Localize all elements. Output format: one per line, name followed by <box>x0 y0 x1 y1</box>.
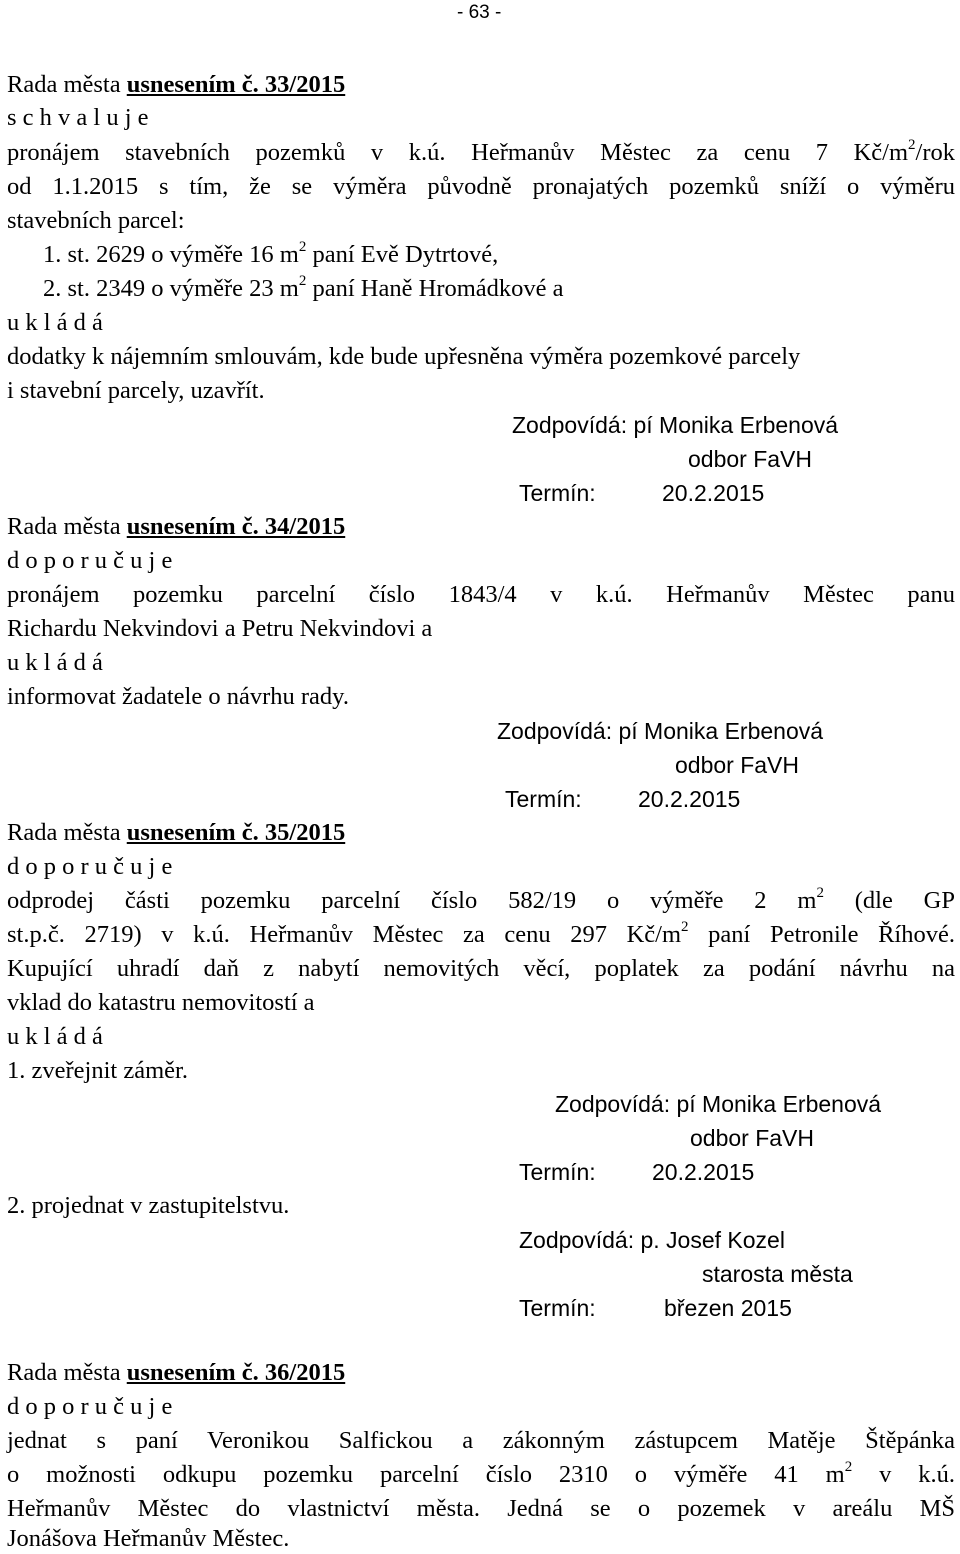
text-line: stavebních parcel: <box>7 207 185 234</box>
text-line: Kupující uhradí daň z nabytí nemovitých věcí, poplatek za podání návrhu na <box>7 955 955 982</box>
responsible-person: Zodpovídá: pí Monika Erbenová <box>497 718 824 744</box>
responsible-person: Zodpovídá: pí Monika Erbenová <box>555 1091 882 1117</box>
text-line: informovat žadatele o návrhu rady. <box>7 683 349 710</box>
text-line: st.p.č. 2719) v k.ú. Heřmanův Městec za cenu 297 $Kč/m^2$ paní Petronile Říhové. <box>7 918 955 948</box>
resolution-heading: Rada města usnesením č. 35/2015 <box>7 819 346 846</box>
responsible-dept: odbor FaVH <box>688 446 813 472</box>
deadline-label: Termín: <box>519 480 596 506</box>
resolution-verb: d o p o r u č u j e <box>7 853 173 880</box>
text-line: Jonášova Heřmanův Městec. <box>7 1525 290 1552</box>
resolution-verb: s c h v a l u j e <box>7 104 149 131</box>
text-line: pronájem stavebních pozemků v k.ú. Heřmanův Městec za cenu 7 $Kč/m^2$/rok <box>7 136 955 166</box>
resolution-heading: Rada města usnesením č. 33/2015 <box>7 71 346 98</box>
responsible-dept: odbor FaVH <box>690 1125 815 1151</box>
text-line: i stavební parcely, uzavřít. <box>7 377 265 404</box>
deadline-date: 20.2.2015 <box>638 786 741 812</box>
resolution-verb: u k l á d á <box>7 649 103 676</box>
deadline-date: 20.2.2015 <box>652 1159 755 1185</box>
text-line: dodatky k nájemním smlouvám, kde bude upřesněna výměra pozemkové parcely <box>7 343 801 370</box>
resolution-verb: u k l á d á <box>7 1023 103 1050</box>
responsible-person: Zodpovídá: pí Monika Erbenová <box>512 412 839 438</box>
deadline-label: Termín: <box>519 1159 596 1185</box>
task-item: 2. projednat v zastupitelstvu. <box>7 1192 290 1219</box>
deadline-date: březen 2015 <box>664 1295 792 1321</box>
text-line: jednat s paní Veronikou Salfickou a zákonným zástupcem Matěje Štěpánka <box>7 1427 955 1454</box>
list-item: 2. st. 2349 o výměře 23 $m^2$ paní Haně Hromádkové a <box>43 272 564 302</box>
resolution-heading: Rada města usnesením č. 34/2015 <box>7 513 346 540</box>
list-item: 1. st. 2629 o výměře 16 $m^2$ paní Evě Dytrtové, <box>43 238 499 268</box>
deadline-label: Termín: <box>519 1295 596 1321</box>
responsible-person: Zodpovídá: p. Josef Kozel <box>519 1227 785 1253</box>
text-line: vklad do katastru nemovitostí a <box>7 989 315 1016</box>
responsible-dept: odbor FaVH <box>675 752 800 778</box>
text-line: Heřmanův Městec do vlastnictví města. Jedná se o pozemek v areálu MŠ <box>7 1495 955 1522</box>
resolution-verb: d o p o r u č u j e <box>7 547 173 574</box>
task-item: 1. zveřejnit záměr. <box>7 1057 188 1084</box>
resolution-number: usnesením č. 33/2015 <box>126 71 346 98</box>
resolution-verb: d o p o r u č u j e <box>7 1393 173 1420</box>
resolution-verb: u k l á d á <box>7 309 103 336</box>
text-line: od 1.1.2015 s tím, že se výměra původně pronajatých pozemků sníží o výměru <box>7 173 955 200</box>
deadline-date: 20.2.2015 <box>662 480 765 506</box>
resolution-number: usnesením č. 34/2015 <box>126 513 346 540</box>
page-number: - 63 - <box>457 2 502 23</box>
text-line: o možnosti odkupu pozemku parcelní číslo 2310 o výměře 41 $m^2$ v k.ú. <box>7 1458 955 1488</box>
text-line: Richardu Nekvindovi a Petru Nekvindovi a <box>7 615 433 642</box>
responsible-dept: starosta města <box>702 1261 853 1287</box>
resolution-number: usnesením č. 36/2015 <box>126 1359 346 1386</box>
deadline-label: Termín: <box>505 786 582 812</box>
resolution-heading: Rada města usnesením č. 36/2015 <box>7 1359 346 1386</box>
resolution-number: usnesením č. 35/2015 <box>126 819 346 846</box>
text-line: odprodej části pozemku parcelní číslo 582/19 o výměře 2 $m^2$ (dle GP <box>7 884 955 914</box>
text-line: pronájem pozemku parcelní číslo 1843/4 v k.ú. Heřmanův Městec panu <box>7 581 955 608</box>
